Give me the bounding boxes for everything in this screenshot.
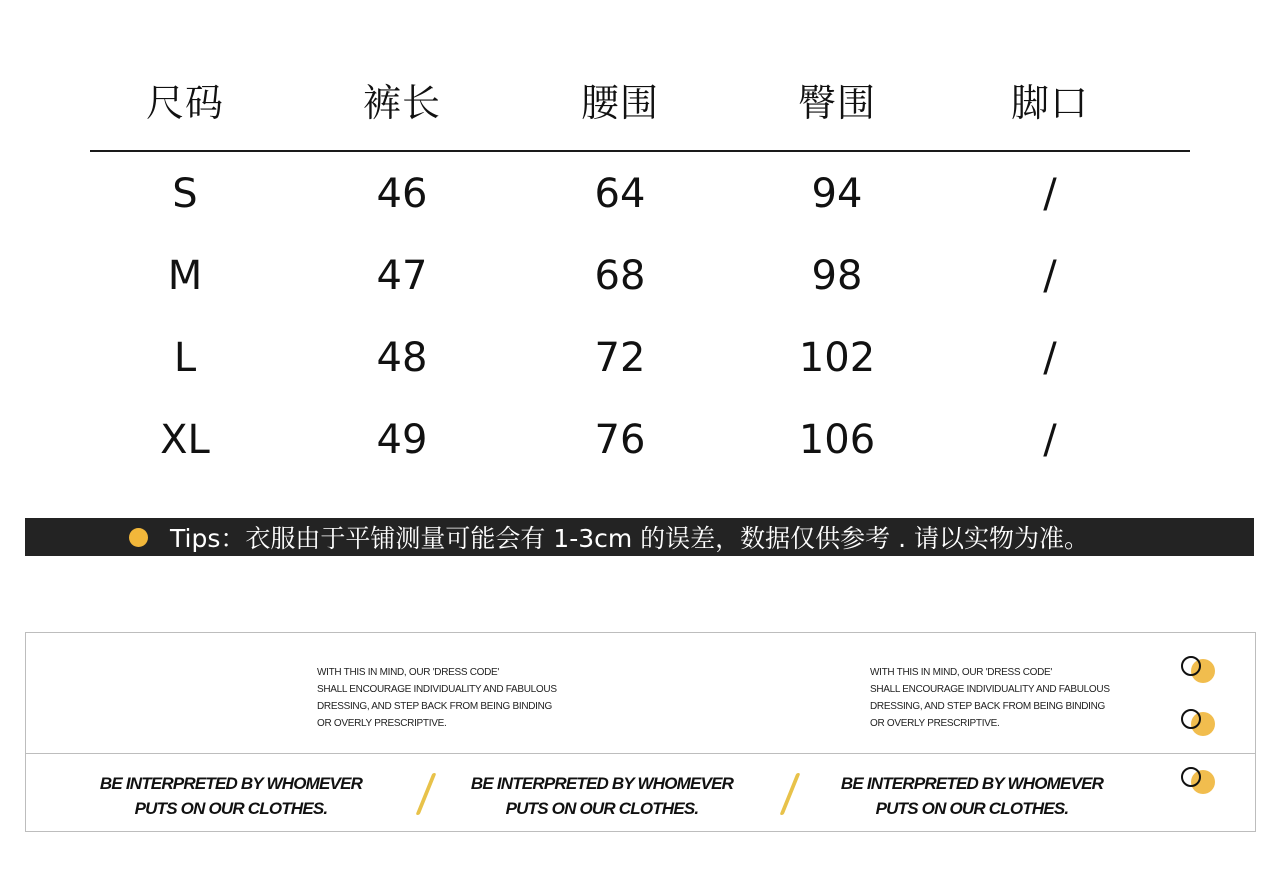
table-cell: 94 xyxy=(811,171,863,217)
table-cell: 76 xyxy=(594,417,646,463)
slogan-line: PUTS ON OUR CLOTHES. xyxy=(134,799,328,818)
table-cell: 49 xyxy=(376,417,428,463)
table-cell: 47 xyxy=(376,253,428,299)
table-cell: 98 xyxy=(811,253,863,299)
slash-divider-icon xyxy=(416,773,437,815)
slash-divider-icon xyxy=(780,773,801,815)
table-cell: 106 xyxy=(798,417,876,463)
header-length: 裤长 xyxy=(362,81,441,125)
tips-bar xyxy=(25,518,1254,556)
dress-code-text-left xyxy=(317,664,617,732)
table-cell: 46 xyxy=(376,171,428,217)
tips-text: Tips：衣服由于平铺测量可能会有 1-3cm 的误差，数据仅供参考 . 请以实物为准。 xyxy=(170,524,1090,553)
table-cell: 72 xyxy=(594,335,646,381)
slogan-line: PUTS ON OUR CLOTHES. xyxy=(875,799,1069,818)
slogan-line: BE INTERPRETED BY WHOMEVER xyxy=(470,774,734,793)
table-cell: S xyxy=(172,171,198,217)
dress-code-line: WITH THIS IN MIND, OUR 'DRESS CODE' xyxy=(870,667,1053,678)
dress-code-line: DRESSING, AND STEP BACK FROM BEING BINDING xyxy=(870,701,1106,712)
bullet-dot-icon xyxy=(129,528,148,547)
dress-code-text-right xyxy=(870,664,1170,732)
slogan-line: PUTS ON OUR CLOTHES. xyxy=(505,799,699,818)
table-cell: 102 xyxy=(798,335,876,381)
slogan-text xyxy=(81,771,381,821)
slogan-text xyxy=(822,771,1122,821)
ring-icon xyxy=(1178,707,1220,737)
table-cell: 48 xyxy=(376,335,428,381)
table-cell: / xyxy=(1043,417,1057,463)
slogan-line: BE INTERPRETED BY WHOMEVER xyxy=(99,774,363,793)
ring-icon xyxy=(1178,654,1220,684)
table-cell: / xyxy=(1043,171,1057,217)
table-cell: 64 xyxy=(594,171,646,217)
ring-icon xyxy=(1178,765,1220,795)
slogan-line: BE INTERPRETED BY WHOMEVER xyxy=(840,774,1104,793)
table-cell: 68 xyxy=(594,253,646,299)
table-header xyxy=(90,60,1190,152)
header-leg-opening: 脚口 xyxy=(1010,81,1089,125)
table-row xyxy=(90,154,1190,236)
table-row xyxy=(90,318,1190,400)
dress-code-line: OR OVERLY PRESCRIPTIVE. xyxy=(870,718,1000,729)
banner-divider xyxy=(26,753,1255,754)
dress-code-line: SHALL ENCOURAGE INDIVIDUALITY AND FABULOUS xyxy=(317,684,557,695)
header-hip: 臀围 xyxy=(797,81,876,125)
table-cell: L xyxy=(173,335,197,381)
slogan-text xyxy=(452,771,752,821)
table-row xyxy=(90,400,1190,482)
table-cell: / xyxy=(1043,253,1057,299)
table-cell: M xyxy=(167,253,203,299)
size-table xyxy=(90,60,1190,482)
brand-banner xyxy=(25,632,1256,832)
dress-code-line: SHALL ENCOURAGE INDIVIDUALITY AND FABULOUS xyxy=(870,684,1110,695)
table-row xyxy=(90,236,1190,318)
dress-code-line: WITH THIS IN MIND, OUR 'DRESS CODE' xyxy=(317,667,500,678)
dress-code-line: DRESSING, AND STEP BACK FROM BEING BINDING xyxy=(317,701,553,712)
table-cell: / xyxy=(1043,335,1057,381)
dress-code-line: OR OVERLY PRESCRIPTIVE. xyxy=(317,718,447,729)
header-waist: 腰围 xyxy=(580,81,659,125)
table-cell: XL xyxy=(160,417,210,463)
header-size: 尺码 xyxy=(145,81,224,125)
table-body xyxy=(90,152,1190,482)
